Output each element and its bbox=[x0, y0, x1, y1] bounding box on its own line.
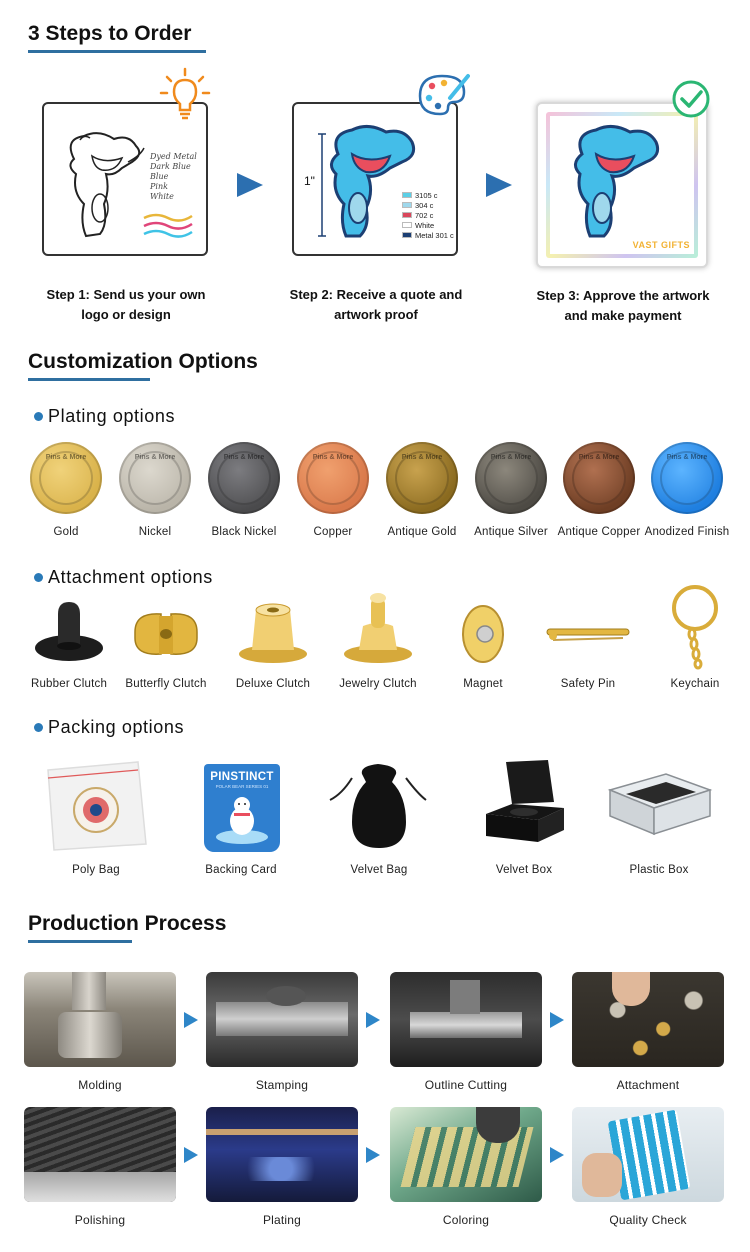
step1-text: Step 1: Send us your own logo or design bbox=[46, 287, 206, 322]
step1-notes bbox=[150, 152, 197, 202]
attachment-heading: Attachment options bbox=[34, 567, 213, 588]
packing-poly-bag: Poly Bag bbox=[38, 756, 154, 880]
note-item: White bbox=[150, 192, 174, 201]
attachment-magnet: Magnet bbox=[438, 598, 528, 693]
swatch-row bbox=[402, 200, 454, 210]
size-label: 1" bbox=[304, 174, 315, 188]
process-step-label: Attachment bbox=[616, 1078, 680, 1092]
coin-rim-text: Pins & More bbox=[45, 454, 87, 461]
swatch-label: 702 c bbox=[415, 210, 434, 220]
pantone-swatch-list bbox=[402, 190, 454, 240]
coin-rim-text: Pins & More bbox=[401, 454, 443, 461]
deluxe-clutch-icon bbox=[228, 594, 318, 666]
plating-item bbox=[467, 442, 555, 542]
swatch-color-chip bbox=[402, 202, 412, 208]
plating-coin-icon bbox=[563, 442, 635, 514]
attachment-butterfly-clutch: Butterfly Clutch bbox=[121, 598, 211, 693]
watermark-logo: VAST GIFTS bbox=[632, 240, 690, 250]
poly-bag-icon bbox=[38, 756, 154, 856]
process-plating-image bbox=[206, 1107, 358, 1202]
bullet-icon bbox=[34, 573, 43, 582]
swatch-label: White bbox=[415, 220, 435, 230]
plating-label: Gold bbox=[53, 526, 79, 538]
attachment-rubber-clutch: Rubber Clutch bbox=[24, 598, 114, 693]
plating-item bbox=[289, 442, 377, 542]
title-underline bbox=[28, 940, 132, 943]
step-arrow-icon bbox=[237, 173, 263, 197]
plating-item bbox=[555, 442, 643, 542]
plating-heading: Plating options bbox=[34, 406, 175, 427]
plating-item bbox=[111, 442, 199, 542]
plating-label: Antique Silver bbox=[474, 526, 548, 538]
swatch-color-chip bbox=[402, 232, 412, 238]
plating-item bbox=[378, 442, 466, 542]
attachment-deluxe-clutch: Deluxe Clutch bbox=[228, 594, 318, 693]
step3-text: Step 3: Approve the artwork and make payment bbox=[536, 288, 710, 323]
plating-coin-icon bbox=[297, 442, 369, 514]
packing-plastic-box: Plastic Box bbox=[604, 760, 714, 880]
customization-section-title: Customization Options bbox=[28, 350, 258, 374]
step2-card bbox=[292, 102, 458, 256]
note-item: Pink bbox=[150, 182, 168, 191]
steps-section-title: 3 Steps to Order bbox=[28, 22, 191, 46]
swatch-color-chip bbox=[402, 212, 412, 218]
process-arrow-icon bbox=[184, 1147, 198, 1163]
step2-text: Step 2: Receive a quote and artwork proof bbox=[289, 287, 463, 322]
plating-coin-icon bbox=[475, 442, 547, 514]
card-brand-text: PINSTINCT bbox=[210, 771, 274, 783]
swatch-row bbox=[402, 230, 454, 240]
jewelry-clutch-icon bbox=[333, 586, 423, 666]
bullet-icon bbox=[34, 412, 43, 421]
plating-label: Copper bbox=[313, 526, 353, 538]
packing-heading: Packing options bbox=[34, 717, 184, 738]
swatch-row bbox=[402, 220, 454, 230]
swatch-color-chip bbox=[402, 222, 412, 228]
plating-label: Nickel bbox=[138, 526, 172, 538]
swatch-label: 304 c bbox=[415, 200, 434, 210]
process-step-label: Coloring bbox=[442, 1213, 490, 1227]
process-arrow-icon bbox=[366, 1147, 380, 1163]
attachment-safety-pin: Safety Pin bbox=[543, 598, 633, 693]
process-arrow-icon bbox=[550, 1012, 564, 1028]
keychain-icon bbox=[650, 584, 740, 670]
coin-rim-text: Pins & More bbox=[578, 454, 620, 461]
palette-icon bbox=[416, 72, 470, 118]
process-arrow-icon bbox=[550, 1147, 564, 1163]
attachment-jewelry-clutch: Jewelry Clutch bbox=[333, 586, 423, 693]
velvet-box-icon bbox=[472, 756, 576, 856]
process-molding-image bbox=[24, 972, 176, 1067]
swatch-label: Metal 301 c bbox=[415, 230, 454, 240]
plating-label: Black Nickel bbox=[211, 526, 277, 538]
process-coloring-image bbox=[390, 1107, 542, 1202]
magnet-icon bbox=[438, 598, 528, 670]
bullet-icon bbox=[34, 723, 43, 732]
polar-bear-icon bbox=[204, 789, 280, 849]
packing-backing-card: PINSTINCT POLAR BEAR SERIES 01 Backing Card bbox=[198, 760, 284, 880]
plating-item bbox=[643, 442, 731, 542]
note-item: Blue bbox=[150, 172, 169, 181]
process-attachment-image bbox=[572, 972, 724, 1067]
swatch-color-chip bbox=[402, 192, 412, 198]
butterfly-clutch-icon bbox=[121, 598, 211, 670]
process-quality-check-image bbox=[572, 1107, 724, 1202]
plating-label: Anodized Finish bbox=[644, 526, 730, 538]
process-stamping-image bbox=[206, 972, 358, 1067]
plating-label: Antique Gold bbox=[387, 526, 457, 538]
safety-pin-icon bbox=[543, 598, 633, 670]
process-step-label: Stamping bbox=[255, 1078, 309, 1092]
card-sub-text: POLAR BEAR SERIES 01 bbox=[215, 784, 269, 789]
coin-rim-text: Pins & More bbox=[490, 454, 532, 461]
plastic-box-icon bbox=[604, 760, 714, 850]
check-circle-icon bbox=[670, 78, 712, 120]
process-arrow-icon bbox=[366, 1012, 380, 1028]
plating-coin-icon bbox=[386, 442, 458, 514]
swatch-label: 3105 c bbox=[415, 190, 438, 200]
process-step-label: Molding bbox=[78, 1078, 122, 1092]
backing-card-icon bbox=[204, 764, 280, 852]
attachment-keychain: Keychain bbox=[650, 584, 740, 693]
rubber-clutch-icon bbox=[24, 598, 114, 670]
plating-coin-icon bbox=[651, 442, 723, 514]
swatch-row bbox=[402, 210, 454, 220]
plating-label: Antique Copper bbox=[557, 526, 641, 538]
coin-rim-text: Pins & More bbox=[312, 454, 354, 461]
plating-coin-icon bbox=[208, 442, 280, 514]
process-polishing-image bbox=[24, 1107, 176, 1202]
lightbulb-icon bbox=[158, 66, 212, 120]
process-outline-cutting-image bbox=[390, 972, 542, 1067]
plating-coin-icon bbox=[30, 442, 102, 514]
process-step-label: Plating bbox=[262, 1213, 302, 1227]
plating-item bbox=[22, 442, 110, 542]
step-arrow-icon bbox=[486, 173, 512, 197]
packing-velvet-bag: Velvet Bag bbox=[322, 756, 436, 880]
coin-rim-text: Pins & More bbox=[223, 454, 265, 461]
plating-item bbox=[200, 442, 288, 542]
step3-card bbox=[536, 102, 708, 268]
process-section-title: Production Process bbox=[28, 912, 226, 936]
process-step-label: Outline Cutting bbox=[424, 1078, 508, 1092]
plating-coin-icon bbox=[119, 442, 191, 514]
velvet-bag-icon bbox=[322, 756, 436, 856]
process-arrow-icon bbox=[184, 1012, 198, 1028]
note-item: Dyed Metal bbox=[150, 152, 197, 161]
process-step-label: Polishing bbox=[74, 1213, 126, 1227]
note-item: Dark Blue bbox=[150, 162, 191, 171]
title-underline bbox=[28, 50, 206, 53]
step1-card bbox=[42, 102, 208, 256]
process-step-label: Quality Check bbox=[609, 1213, 687, 1227]
title-underline bbox=[28, 378, 150, 381]
packing-velvet-box: Velvet Box bbox=[472, 756, 576, 880]
coin-rim-text: Pins & More bbox=[134, 454, 176, 461]
coin-rim-text: Pins & More bbox=[666, 454, 708, 461]
swatch-row bbox=[402, 190, 454, 200]
